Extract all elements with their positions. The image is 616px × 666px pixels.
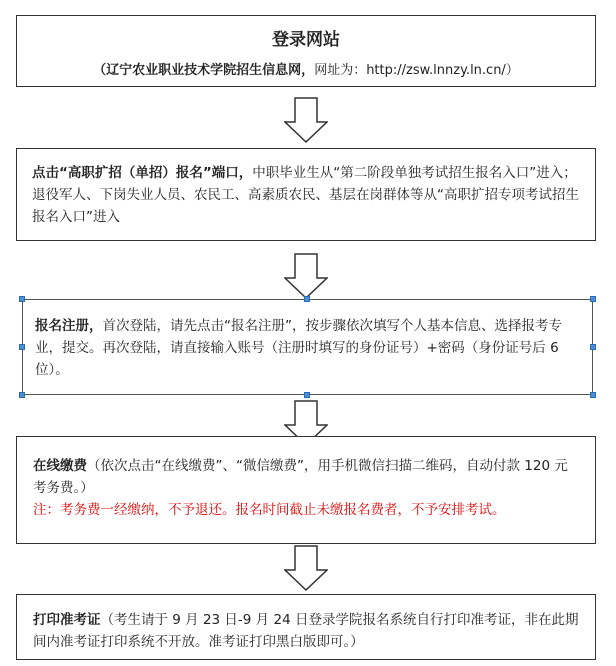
step-payment-text: [33, 455, 579, 499]
resize-handle-left[interactable]: [19, 344, 25, 350]
step-payment-note: 注：考务费一经缴纳，不予退还。报名时间截止未缴报名费者，不予安排考试。: [33, 502, 506, 518]
resize-handle-tl[interactable]: [19, 296, 25, 302]
step-login-url-bold: （辽宁农业职业技术学院招生信息网，: [93, 63, 315, 78]
resize-handle-bl[interactable]: [19, 392, 25, 398]
resize-handle-tr[interactable]: [590, 296, 596, 302]
step-portal-box: [16, 148, 596, 241]
step-payment-box: [16, 436, 596, 544]
resize-handle-br[interactable]: [590, 392, 596, 398]
step-portal-text: [32, 162, 580, 228]
down-arrow-icon: [284, 253, 328, 299]
step-login-url: [17, 60, 595, 82]
resize-handle-bottom[interactable]: [304, 392, 310, 398]
step-print-desc: （考生请于 9 月 23 日-9 月 24 日登录学院报名系统自行打印准考证，非在此期间内准考证打印系统不开放。准考证打印黑白版即可。）: [33, 612, 579, 650]
step-login-box: [16, 15, 596, 87]
step-payment-bold: 在线缴费: [33, 458, 87, 474]
step-register-box[interactable]: [22, 299, 593, 395]
step-register-desc: 首次登陆，请先点击“报名注册”，按步骤依次填写个人基本信息、选择报考专业，提交。再次登陆，请直接输入账号（注册时填写的身份证号）+密码（身份证号后 6 位）。: [35, 318, 562, 378]
step-print-text: [33, 609, 579, 653]
step-print-bold: 打印准考证: [33, 612, 101, 628]
resize-handle-top[interactable]: [304, 296, 310, 302]
down-arrow-icon: [284, 97, 328, 143]
down-arrow-icon: [284, 545, 328, 591]
step-print-box: [16, 594, 596, 660]
step-login-url-text: 网址为：http://zsw.lnnzy.ln.cn/）: [314, 63, 519, 78]
step-payment-desc: （依次点击“在线缴费”、“微信缴费”，用手机微信扫描二维码，自动付款 120 元考务费。）: [33, 458, 568, 496]
step-login-title: 登录网站: [272, 30, 340, 50]
resize-handle-right[interactable]: [590, 344, 596, 350]
step-register-bold: 报名注册，: [35, 318, 103, 334]
step-portal-desc: 中职毕业生从“第二阶段单独考试招生报名入口”进入；退役军人、下岗失业人员、农民工、高素质农民、基层在岗群体等从“高职扩招专项考试招生报名入口”进入: [32, 165, 579, 225]
step-portal-bold: 点击“高职扩招（单招）报名”端口，: [32, 165, 253, 181]
step-register-text: [35, 315, 580, 381]
